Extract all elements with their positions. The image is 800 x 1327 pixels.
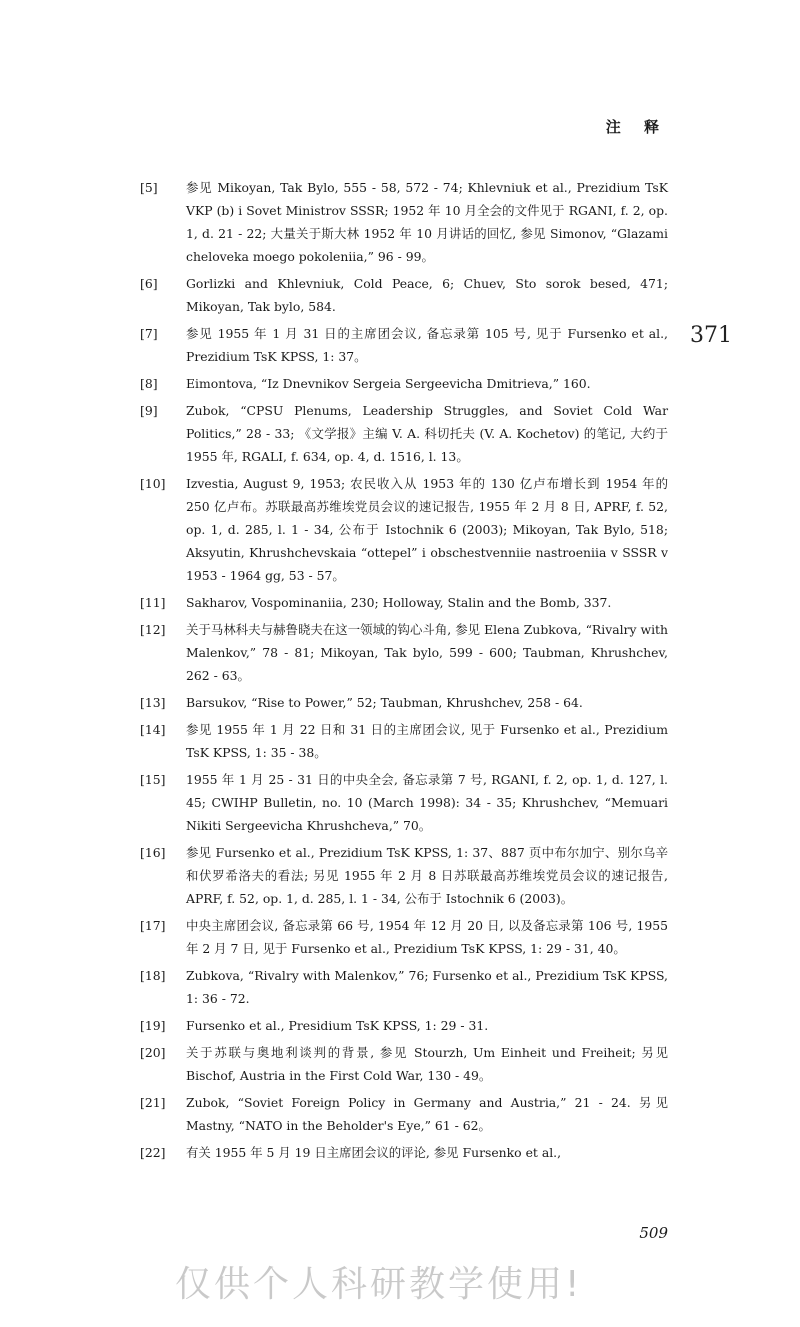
note-number: [14] — [140, 722, 166, 737]
note-item — [140, 591, 668, 614]
note-number: [17] — [140, 918, 166, 933]
page-number: 509 — [639, 1224, 668, 1242]
section-header: 注 释 — [605, 118, 668, 136]
note-item — [140, 399, 668, 468]
note-text: Zubkova, “Rivalry with Malenkov,” 76; Fursenko et al., Prezidium TsK KPSS, 1: 36 - 72. — [186, 968, 668, 1006]
note-item — [140, 472, 668, 587]
note-text: 1955 年 1 月 25 - 31 日的中央全会, 备忘录第 7 号, RGANI, f. 2, op. 1, d. 127, l. 45; CWIHP Bulletin, no. 10 (March 1998): 34 - 35; Khrushchev, “Memuari Nikiti Sergeevicha Khrushcheva,” 70。 — [186, 772, 668, 833]
note-text: 关于马林科夫与赫鲁晓夫在这一领域的钩心斗角, 参见 Elena Zubkova, “Rivalry with Malenkov,” 78 - 81; Mikoyan, Tak bylo, 599 - 600; Taubman, Khrushchev, 262 - 63。 — [186, 622, 668, 683]
note-number: [22] — [140, 1145, 166, 1160]
note-text: 参见 1955 年 1 月 22 日和 31 日的主席团会议, 见于 Fursenko et al., Prezidium TsK KPSS, 1: 35 - 38。 — [186, 722, 668, 760]
note-number: [7] — [140, 326, 158, 341]
note-number: [5] — [140, 180, 158, 195]
note-text: Barsukov, “Rise to Power,” 52; Taubman, Khrushchev, 258 - 64. — [186, 695, 583, 710]
note-number: [13] — [140, 695, 166, 710]
note-text: Zubok, “CPSU Plenums, Leadership Struggles, and Soviet Cold War Politics,” 28 - 33; 《文学报》主编 V. A. 科切托夫 (V. A. Kochetov) 的笔记, 大约于 1955 年, RGALI, f. 634, op. 4, d. 1516, l. 13。 — [186, 403, 668, 464]
margin-page-number: 371 — [690, 323, 732, 348]
watermark-text: 仅供个人科研教学使用! — [175, 1264, 583, 1305]
note-item — [140, 618, 668, 687]
note-item — [140, 718, 668, 764]
note-number: [11] — [140, 595, 166, 610]
note-text: Sakharov, Vospominaniia, 230; Holloway, Stalin and the Bomb, 337. — [186, 595, 612, 610]
note-number: [20] — [140, 1045, 166, 1060]
note-text: 参见 Mikoyan, Tak Bylo, 555 - 58, 572 - 74; Khlevniuk et al., Prezidium TsK VKP (b) i Sovet Ministrov SSSR; 1952 年 10 月全会的文件见于 RGANI, f. 2, op. 1, d. 21 - 22; 大量关于斯大林 1952 年 10 月讲话的回忆, 参见 Simonov, “Glazami cheloveka moego pokoleniia,” 96 - 99。 — [186, 180, 668, 264]
note-number: [18] — [140, 968, 166, 983]
note-number: [15] — [140, 772, 166, 787]
note-text: 关于苏联与奥地利谈判的背景, 参见 Stourzh, Um Einheit und Freiheit; 另见 Bischof, Austria in the First Cold War, 130 - 49。 — [186, 1045, 668, 1083]
note-number: [21] — [140, 1095, 166, 1110]
note-number: [12] — [140, 622, 166, 637]
note-number: [10] — [140, 476, 166, 491]
note-item — [140, 372, 668, 395]
note-item — [140, 1041, 668, 1087]
note-text: Fursenko et al., Presidium TsK KPSS, 1: 29 - 31. — [186, 1018, 489, 1033]
notes-list — [140, 176, 668, 1168]
note-number: [19] — [140, 1018, 166, 1033]
note-text: 参见 1955 年 1 月 31 日的主席团会议, 备忘录第 105 号, 见于 Fursenko et al., Prezidium TsK KPSS, 1: 37。 — [186, 326, 668, 364]
note-text: 有关 1955 年 5 月 19 日主席团会议的评论, 参见 Fursenko et al., — [186, 1145, 562, 1160]
note-item — [140, 272, 668, 318]
note-text: 中央主席团会议, 备忘录第 66 号, 1954 年 12 月 20 日, 以及备忘录第 106 号, 1955 年 2 月 7 日, 见于 Fursenko et al., Prezidium TsK KPSS, 1: 29 - 31, 40。 — [186, 918, 668, 956]
note-text: Zubok, “Soviet Foreign Policy in Germany and Austria,” 21 - 24. 另见 Mastny, “NATO in the Beholder's Eye,” 61 - 62。 — [186, 1095, 668, 1133]
note-number: [6] — [140, 276, 158, 291]
note-item — [140, 1091, 668, 1137]
note-text: Eimontova, “Iz Dnevnikov Sergeia Sergeevicha Dmitrieva,” 160. — [186, 376, 591, 391]
note-item — [140, 691, 668, 714]
note-item — [140, 1141, 668, 1164]
note-item — [140, 914, 668, 960]
note-item — [140, 768, 668, 837]
note-text: Gorlizki and Khlevniuk, Cold Peace, 6; Chuev, Sto sorok besed, 471; Mikoyan, Tak bylo, 584. — [186, 276, 668, 314]
note-text: Izvestia, August 9, 1953; 农民收入从 1953 年的 130 亿卢布增长到 1954 年的 250 亿卢布。苏联最高苏维埃党员会议的速记报告, 1955 年 2 月 8 日, APRF, f. 52, op. 1, d. 285, l. 1 - 34, 公布于 Istochnik 6 (2003); Mikoyan, Tak Bylo, 518; Aksyutin, Khrushchevskaia “ottepel” i obschestvenniie nastroeniia v SSSR v 1953 - 1964 gg, 53 - 57。 — [186, 476, 668, 583]
note-item — [140, 1014, 668, 1037]
note-text: 参见 Fursenko et al., Prezidium TsK KPSS, 1: 37、887 页中布尔加宁、别尔乌辛和伏罗希洛夫的看法; 另见 1955 年 2 月 8 日苏联最高苏维埃党员会议的速记报告, APRF, f. 52, op. 1, d. 285, l. 1 - 34, 公布于 Istochnik 6 (2003)。 — [186, 845, 668, 906]
note-item — [140, 322, 668, 368]
note-item — [140, 176, 668, 268]
note-number: [16] — [140, 845, 166, 860]
note-number: [9] — [140, 403, 158, 418]
note-item — [140, 964, 668, 1010]
note-number: [8] — [140, 376, 158, 391]
note-item — [140, 841, 668, 910]
